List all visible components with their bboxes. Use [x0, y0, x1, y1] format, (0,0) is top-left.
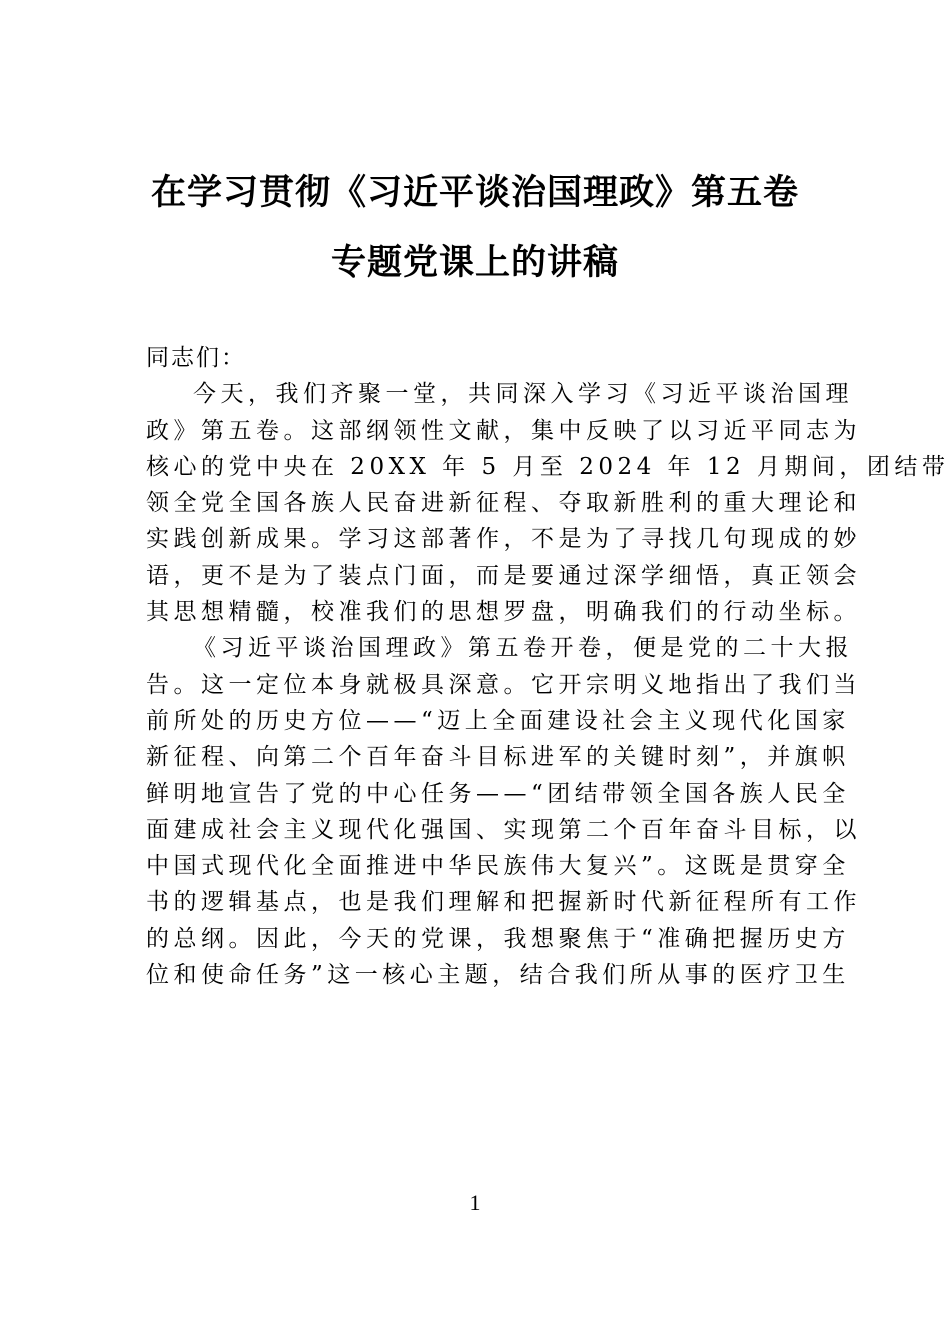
paragraph-1-line-1: 今天，我们齐聚一堂，共同深入学习《习近平谈治国理	[193, 381, 853, 408]
salutation: 同志们：	[146, 345, 246, 371]
paragraph-2-line-3: 前所处的历史方位——“迈上全面建设社会主义现代化国家	[146, 707, 850, 734]
paragraph-1-line-6: 语，更不是为了装点门面，而是要通过深学细悟，真正领会	[146, 562, 861, 589]
paragraph-2-line-5: 鲜明地宣告了党的中心任务——“团结带领全国各族人民全	[146, 780, 850, 807]
document-body	[146, 340, 950, 993]
paragraph-2-line-7: 中国式现代化全面推进中华民族伟大复兴”。这既是贯穿全	[146, 853, 850, 880]
paragraph-1-line-4: 领全党全国各族人民奋进新征程、夺取新胜利的重大理论和	[146, 490, 861, 517]
paragraph-1-line-5: 实践创新成果。学习这部著作，不是为了寻找几句现成的妙	[146, 526, 861, 553]
paragraph-1-line-3: 核心的党中央在 20XX 年 5 月至 2024 年 12 月期间，团结带	[146, 453, 950, 480]
paragraph-2-line-6: 面建成社会主义现代化强国、实现第二个百年奋斗目标，以	[146, 816, 861, 843]
page-number: 1	[469, 1190, 481, 1215]
paragraph-2-line-9: 的总纲。因此，今天的党课，我想聚焦于“准确把握历史方	[146, 925, 850, 952]
paragraph-2-line-4: 新征程、向第二个百年奋斗目标进军的关键时刻”，并旗帜	[146, 744, 850, 771]
document-title-line-1: 在学习贯彻《习近平谈治国理政》第五卷	[150, 172, 799, 213]
paragraph-2-line-1: 《习近平谈治国理政》第五卷开卷，便是党的二十大报	[193, 635, 853, 662]
document-title-line-2: 专题党课上的讲稿	[330, 242, 619, 283]
paragraph-2-line-8: 书的逻辑基点，也是我们理解和把握新时代新征程所有工作	[146, 889, 861, 916]
paragraph-2-line-2: 告。这一定位本身就极具深意。它开宗明义地指出了我们当	[146, 671, 861, 698]
paragraph-1-line-7: 其思想精髓，校准我们的思想罗盘，明确我们的行动坐标。	[146, 599, 861, 626]
paragraph-2-line-10: 位和使命任务”这一核心主题，结合我们所从事的医疗卫生	[146, 962, 850, 989]
paragraph-1-line-2: 政》第五卷。这部纲领性文献，集中反映了以习近平同志为	[146, 417, 861, 444]
